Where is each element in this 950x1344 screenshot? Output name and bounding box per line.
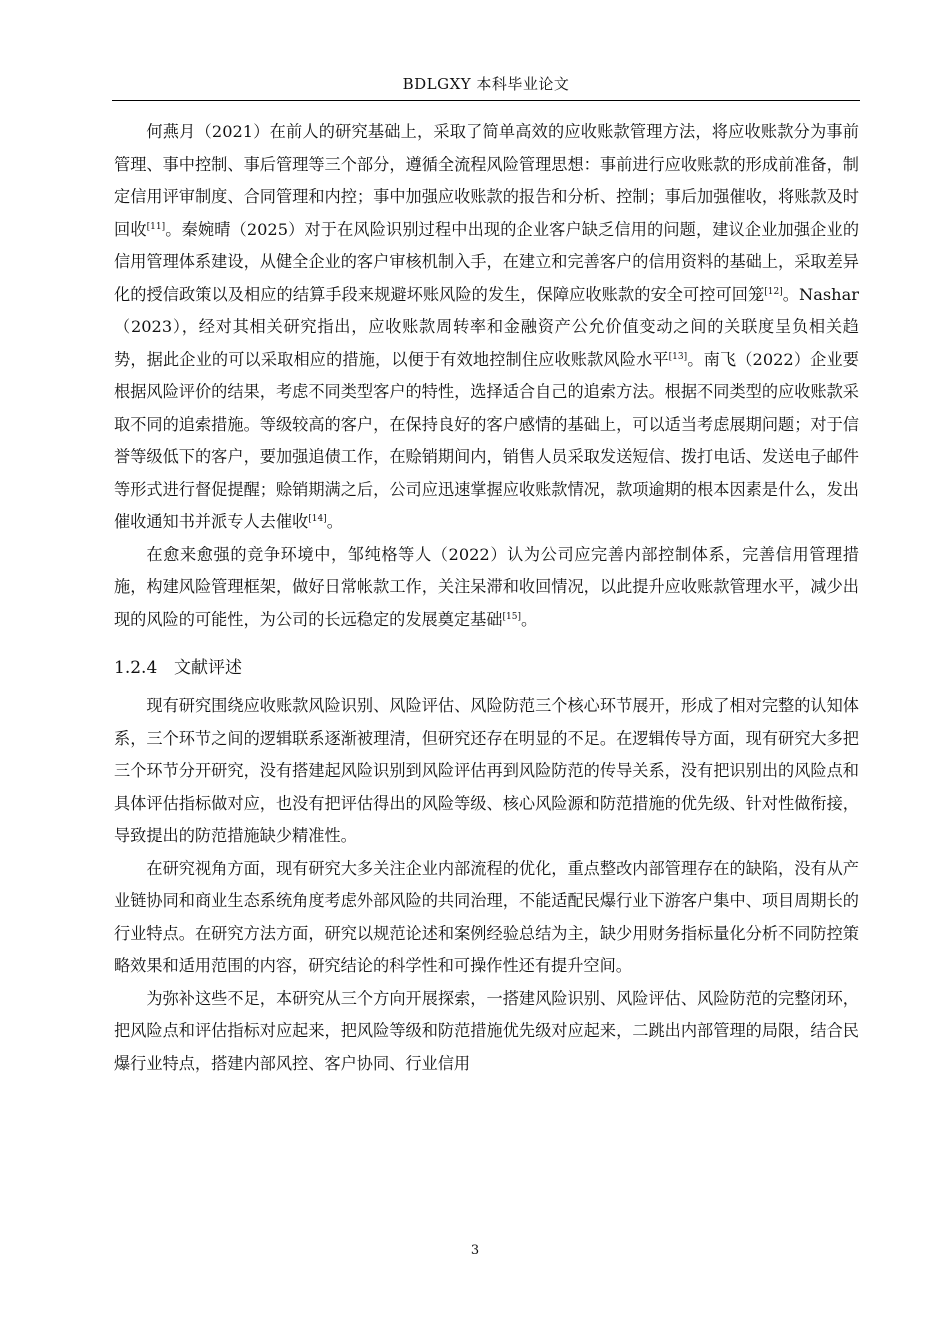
section-title: 文献评述: [174, 658, 242, 678]
citation-13: [13]: [668, 351, 688, 362]
page-body: [114, 116, 859, 1080]
running-header: BDLGXY 本科毕业论文: [402, 75, 570, 93]
paragraph-review-2: 在研究视角方面，现有研究大多关注企业内部流程的优化，重点整改内部管理存在的缺陷，没有从产业链协同和商业生态系统角度考虑外部风险的共同治理，不能适配民爆行业下游客户集中、项目周期长的行业特点。在研究方法方面，研究以规范论述和案例经验总结为主，缺少用财务指标量化分析不同防控策略效果和适用范围的内容，研究结论的科学性和可操作性还有提升空间。: [114, 858, 859, 975]
text-segment: 。秦婉晴（2025）对于在风险识别过程中出现的企业客户缺乏信用的问题，建议企业加强企业的信用管理体系建设，从健全企业的客户审核机制入手，在建立和完善客户的信用资料的基础上，采取差异化的授信政策以及相应的结算手段来规避坏账风险的发生，保障应收账款的安全可控可回笼: [114, 219, 860, 304]
text-segment: 何燕月（2021）在前人的研究基础上，采取了简单高效的应收账款管理方法，将应收账款分为事前管理、事中控制、事后管理等三个部分，遵循全流程风险管理思想：事前进行应收账款的形成前准备，制定信用评审制度、合同管理和内控；事中加强应收账款的报告和分析、控制；事后加强催收，将账款及时回收: [114, 122, 859, 239]
paragraph-literature-2: [114, 539, 859, 637]
citation-14: [14]: [308, 514, 327, 524]
section-number: 1.2.4: [114, 658, 158, 678]
citation-15: [15]: [502, 611, 521, 622]
text-segment: 在愈来愈强的竞争环境中，邹纯格等人（2022）认为公司应完善内部控制体系，完善信用管理措施，构建风险管理框架，做好日常帐款工作，关注呆滞和收回情况，以此提升应收账款管理水平，减少出现的风险的可能性，为公司的长远稳定的发展奠定基础: [114, 544, 859, 629]
header-divider: [112, 100, 860, 101]
page-number: 3: [470, 1243, 480, 1258]
text-segment: 。: [326, 512, 343, 531]
paragraph-review-1: 现有研究围绕应收账款风险识别、风险评估、风险防范三个核心环节展开，形成了相对完整的认知体系，三个环节之间的逻辑联系逐渐被理清，但研究还存在明显的不足。在逻辑传导方面，现有研究大多把三个环节分开研究，没有搭建起风险识别到风险评估再到风险防范的传导关系，没有把识别出的风险点和具体评估指标做对应，也没有把评估得出的风险等级、核心风险源和防范措施的优先级、针对性做衔接，导致提出的防范措施缺少精准性。: [114, 696, 859, 845]
citation-11: [11]: [146, 221, 166, 232]
citation-12: [12]: [764, 286, 783, 297]
paragraph-review-3: 为弥补这些不足，本研究从三个方向开展探索，一搭建风险识别、风险评估、风险防范的完整闭环，把风险点和评估指标对应起来，把风险等级和防范措施优先级对应起来，二跳出内部管理的局限，结合民爆行业特点，搭建内部风控、客户协同、行业信用: [114, 988, 859, 1073]
text-segment: 。: [520, 609, 538, 629]
paragraph-literature-1: [114, 116, 859, 539]
section-heading: [114, 652, 859, 684]
text-segment: 。南飞（2022）企业要根据风险评价的结果，考虑不同类型客户的特性，选择适合自己的追索方法。根据不同类型的应收账款采取不同的追索措施。等级较高的客户，在保持良好的客户感情的基础上，可以适当考虑展期问题；对于信誉等级低下的客户，要加强追债工作，在赊销期间内，销售人员采取发送短信、拨打电话、发送电子邮件等形式进行督促提醒；赊销期满之后，公司应迅速掌握应收账款情况，款项逾期的根本因素是什么，发出催收通知书并派专人去催收: [114, 349, 859, 531]
text-segment: 。Nashar（2023），经对其相关研究指出，应收账款周转率和金融资产公允价值变动之间的关联度呈负相关趋势，据此企业的可以采取相应的措施，以便于有效地控制住应收账款风险水平: [114, 284, 859, 369]
